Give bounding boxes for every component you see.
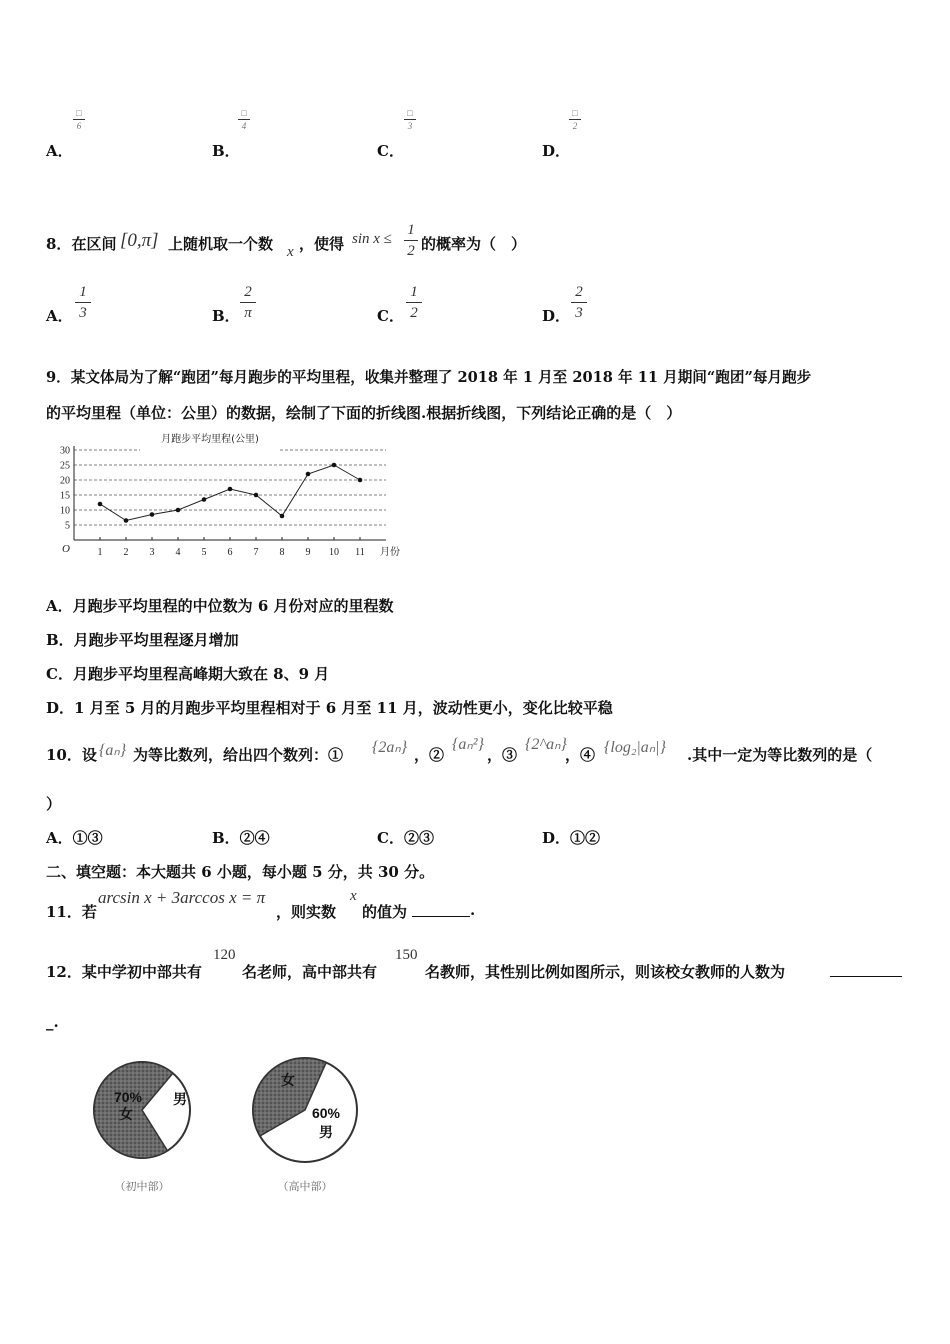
q8-c-num: 1	[410, 284, 418, 300]
x-tick-label: 5	[201, 547, 207, 558]
q7-option-d-label: D．	[542, 142, 571, 160]
q8-cond-den: 2	[407, 243, 415, 259]
q10-lead	[46, 744, 97, 765]
q10-seq-1: {2aₙ}	[372, 739, 408, 756]
q8-option-b-fraction	[240, 283, 256, 322]
x-tick-label: 8	[279, 547, 285, 558]
y-tick-label: 5	[65, 520, 70, 532]
q7-option-b-fraction	[238, 108, 250, 131]
q12-answer-blank[interactable]	[830, 976, 902, 977]
q9-option-d: D．1 月至 5 月的月跑步平均里程相对于 6 月至 11 月，波动性更小，变化比较平稳	[46, 699, 613, 717]
pie-senior-female-label: 女	[281, 1073, 295, 1089]
q8-question	[46, 233, 116, 254]
x-tick-label: 4	[175, 547, 181, 558]
q10-number: 10．	[46, 746, 82, 764]
origin-label: O	[62, 543, 70, 555]
x-tick-label: 6	[227, 547, 233, 558]
q10-text1: 设	[81, 746, 97, 764]
data-point	[98, 502, 103, 507]
q12-text1: 某中学初中部共有	[81, 963, 202, 981]
q7-a-num: □	[76, 108, 82, 118]
x-tick-label: 7	[253, 547, 259, 558]
x-tick-label: 11	[355, 547, 365, 558]
q10-close: ）	[46, 795, 62, 813]
pie-senior-male-pct: 60%	[311, 1105, 341, 1121]
q8-interval: [0,π]	[120, 230, 159, 251]
q10-seq-3: {2^aₙ}	[525, 736, 567, 753]
q9-option-b: B．月跑步平均里程逐月增加	[46, 631, 239, 649]
q8-option-c-label: C．	[377, 307, 404, 325]
q8-a-num: 1	[79, 284, 87, 300]
y-tick-label: 30	[60, 445, 70, 457]
q12-text3: 名教师，其性别比例如图所示，则该校女教师的人数为	[425, 963, 786, 981]
series-line	[100, 465, 360, 521]
q7-option-c-fraction	[404, 108, 416, 131]
data-point	[358, 478, 363, 483]
y-tick-label: 20	[60, 475, 70, 487]
q8-d-num: 2	[575, 284, 583, 300]
line-chart	[50, 428, 400, 568]
q8-var-x: x	[287, 244, 294, 260]
q10-seq: {aₙ}	[99, 742, 127, 759]
x-tick-label: 9	[305, 547, 311, 558]
q9-line2: 的平均里程（单位：公里）的数据，绘制了下面的折线图.根据折线图，下列结论正确的是（ ）	[46, 404, 682, 422]
q10-text2: 为等比数列，给出四个数列：①	[133, 746, 344, 764]
q10-option-c: C．②③	[377, 829, 434, 847]
y-tick-label: 25	[60, 460, 70, 472]
q8-a-den: 3	[79, 305, 87, 321]
q10-t2: ，②	[414, 746, 445, 764]
q11-end: .	[470, 901, 476, 919]
x-tick-label: 1	[97, 547, 103, 558]
q8-c-den: 2	[410, 305, 418, 321]
q8-text3: ，使得	[299, 235, 345, 253]
q11-number: 11．	[46, 903, 82, 921]
chart-title: 月跑步平均里程(公里)	[161, 434, 259, 445]
q8-cond-fraction	[404, 221, 418, 260]
q10-t4: ，④	[565, 746, 596, 764]
q9-line1: 9．某文体局为了解“跑团”每月跑步的平均里程，收集并整理了 2018 年 1 月至 2018 年 11 月期间“跑团”每月跑步	[46, 369, 812, 386]
q9-option-a: A．月跑步平均里程的中位数为 6 月份对应的里程数	[46, 597, 394, 615]
q12-n1: 120	[213, 947, 236, 963]
q12-text2: 名老师，高中部共有	[242, 963, 378, 981]
x-axis-label: 月份	[380, 547, 400, 558]
q10-option-d: D．①②	[542, 829, 601, 847]
pie-junior-female-word: 女	[119, 1107, 133, 1123]
q12-lead	[46, 961, 202, 982]
q11-lead	[46, 901, 97, 922]
data-point	[254, 493, 259, 498]
pie-senior-caption: （高中部）	[277, 1180, 333, 1193]
q8-number: 8．	[46, 235, 72, 253]
q7-d-den: 2	[572, 121, 578, 131]
data-point	[228, 487, 233, 492]
x-tick-label: 10	[329, 547, 339, 558]
data-point	[280, 514, 285, 519]
q12-n2: 150	[395, 947, 418, 963]
y-tick-label: 15	[60, 490, 70, 502]
pie-junior-male-label: 男	[173, 1092, 187, 1108]
pie-junior-caption: （初中部）	[114, 1180, 170, 1193]
q10-option-b: B．②④	[212, 829, 270, 847]
data-point	[176, 508, 181, 513]
q8-b-den: π	[244, 305, 252, 321]
data-point	[202, 497, 207, 502]
q7-option-b-label: B．	[212, 142, 240, 160]
pie-charts	[90, 1050, 380, 1205]
pie-senior-male-word: 男	[319, 1125, 333, 1141]
q8-cond-num: 1	[407, 222, 415, 238]
q8-text2: 上随机取一个数	[168, 235, 274, 253]
x-tick-label: 3	[149, 547, 155, 558]
q11-text2: ，则实数	[276, 903, 337, 921]
q8-text1: 在区间	[71, 235, 117, 253]
y-tick-label: 10	[60, 505, 70, 517]
section-2-heading: 二、填空题：本大题共 6 小题，每小题 5 分，共 30 分。	[46, 863, 435, 881]
q10-seq-2: {aₙ²}	[452, 736, 484, 753]
q8-d-den: 3	[575, 305, 583, 321]
q7-option-a-label: A．	[46, 142, 73, 160]
q10-seq-4: {log₂|aₙ|}	[604, 739, 666, 756]
q8-option-d-label: D．	[542, 307, 571, 325]
q12-tail: _.	[46, 1013, 59, 1031]
q11-var-x: x	[350, 888, 357, 904]
q7-option-a-fraction	[73, 108, 85, 131]
q10-text3: .其中一定为等比数列的是（	[687, 746, 873, 764]
q8-condition: sin x ≤	[352, 231, 392, 247]
q7-option-d-fraction	[569, 108, 581, 131]
q10-t3: ，③	[487, 746, 518, 764]
q11-answer-blank[interactable]	[412, 916, 470, 917]
q8-option-d-fraction	[571, 283, 587, 322]
pie-junior	[94, 1062, 190, 1193]
data-point	[124, 518, 129, 523]
q8-option-b-label: B．	[212, 307, 240, 325]
q8-b-num: 2	[244, 284, 252, 300]
q11-text1: 若	[81, 903, 97, 921]
q8-option-c-fraction	[406, 283, 422, 322]
q7-c-num: □	[407, 108, 413, 118]
data-point	[150, 512, 155, 517]
q7-b-num: □	[241, 108, 247, 118]
q8-option-a-fraction	[75, 283, 91, 322]
q8-text4: 的概率为（ ）	[421, 235, 527, 253]
q10-option-a: A．①③	[46, 829, 103, 847]
q11-expression: arcsin x + 3arccos x = π	[98, 888, 266, 907]
pie-junior-female-pct: 70%	[113, 1089, 143, 1105]
q9-option-c: C．月跑步平均里程高峰期大致在 8、9 月	[46, 665, 330, 683]
q12-number: 12．	[46, 963, 82, 981]
q11-text3: 的值为	[362, 903, 408, 921]
data-point	[306, 472, 311, 477]
q8-option-a-label: A．	[46, 307, 73, 325]
q7-c-den: 3	[407, 121, 413, 131]
pie-senior	[253, 1058, 357, 1193]
x-tick-label: 2	[123, 547, 129, 558]
q7-a-den: 6	[76, 121, 82, 131]
q7-option-c-label: C．	[377, 142, 404, 160]
data-point	[332, 463, 337, 468]
q7-b-den: 4	[241, 121, 247, 131]
q7-d-num: □	[572, 108, 578, 118]
